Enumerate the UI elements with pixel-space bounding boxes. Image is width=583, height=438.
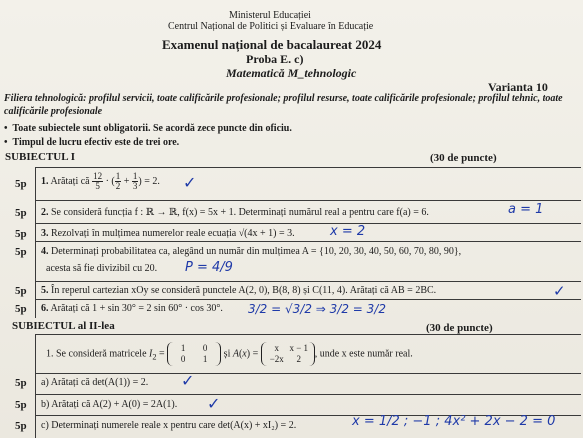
ministry-label: Ministerul Educației	[229, 10, 311, 21]
center-label: Centrul Național de Politici și Evaluare în Educație	[168, 21, 374, 32]
item-score: 5p	[15, 420, 27, 432]
s1-item-6: 6. Arătați că 1 + sin 30° = 2 sin 60° · cos 30°.	[41, 303, 223, 314]
s1-item-2: 2. Se consideră funcția f : ℝ → ℝ, f(x) = 5x + 1. Determinați numărul real a pentru care f(a) = 6.	[41, 207, 429, 218]
s1-item-5: 5. În reperul cartezian xOy se consideră punctele A(2, 0), B(8, 8) și C(11, 4). Arătați că AB = 2BC.	[41, 285, 437, 296]
item-score: 5p	[15, 178, 27, 190]
answer-3: x = 2	[330, 224, 366, 239]
s2-intro: 1. Se consideră matricele $I_2 = 1$ 0 0 1 și A(x) = x x − 1 −2x 2 , unde x este număr real.	[46, 343, 413, 364]
row-divider	[35, 241, 581, 242]
item-score: 5p	[15, 399, 27, 411]
variant-label: Varianta 10	[488, 80, 548, 94]
s2-item-a: a) Arătați că det(A(1)) = 2.	[41, 377, 149, 388]
subject-label: Matematică M_tehnologic	[226, 66, 357, 80]
row-divider	[35, 299, 581, 300]
subiect1-points: (30 de puncte)	[430, 152, 497, 164]
row-divider	[35, 334, 581, 335]
row-divider	[35, 167, 581, 168]
answer-4: P = 4/9	[185, 260, 233, 275]
s1-item-4: 4. Determinați probabilitatea ca, alegând un număr din mulțimea A = {10, 20, 30, 40, 50, 60, 70, 80, 90},	[41, 246, 462, 257]
item-score: 5p	[15, 207, 27, 219]
s1-item-3: 3. Rezolvați în mulțimea numerelor reale ecuația √(4x + 1) = 3.	[41, 228, 295, 239]
row-divider	[35, 223, 581, 224]
answer-check-a: ✓	[181, 371, 195, 390]
subiect2-points: (30 de puncte)	[426, 322, 493, 334]
answer-c: x = 1/2 ; −1 ; 4x² + 2x − 2 = 0	[352, 414, 556, 429]
row-divider	[35, 373, 581, 374]
filiera-text: Filiera tehnologică: profilul servicii, toate calificările profesionale; profilul resurse, toate calificările profesionale; profilul tehnic, toate calificările profesionale	[4, 93, 563, 117]
item-score: 5p	[15, 285, 27, 297]
item-score: 5p	[15, 246, 27, 258]
score-column-line	[35, 334, 36, 438]
row-divider	[35, 394, 581, 395]
answer-check-b: ✓	[207, 394, 221, 413]
subiect1-title: SUBIECTUL I	[5, 151, 76, 163]
instruction-2: • Timpul de lucru efectiv este de trei ore.	[4, 137, 180, 148]
answer-6: 3/2 = √3/2 ⇒ 3/2 = 3/2	[248, 302, 386, 316]
s1-item-4-cont: acesta să fie divizibil cu 20.	[46, 263, 158, 274]
row-divider	[35, 200, 581, 201]
answer-check-1: ✓	[183, 173, 197, 192]
score-column-line	[35, 167, 36, 318]
exam-title: Examenul național de bacalaureat 2024	[162, 37, 382, 52]
item-score: 5p	[15, 377, 27, 389]
s1-item-1: 1. Arătați că $\frac{12}{5}$ · ( $\frac{1}{2}$ + $\frac{1}{3}$ ) = 2.	[41, 171, 160, 191]
item-score: 5p	[15, 303, 27, 315]
row-divider	[35, 281, 581, 282]
instruction-1: • Toate subiectele sunt obligatorii. Se acordă zece puncte din oficiu.	[4, 123, 292, 134]
answer-2: a = 1	[508, 202, 544, 217]
answer-check-5: ✓	[553, 282, 566, 300]
subiect2-title: SUBIECTUL al II-lea	[12, 320, 115, 332]
item-score: 5p	[15, 228, 27, 240]
s2-item-b: b) Arătați că A(2) + A(0) = 2A(1).	[41, 399, 178, 410]
proba-label: Proba E. c)	[246, 52, 304, 66]
s2-item-c: c) Determinați numerele reale x pentru care det(A(x) + xI₂) = 2.	[41, 420, 297, 431]
